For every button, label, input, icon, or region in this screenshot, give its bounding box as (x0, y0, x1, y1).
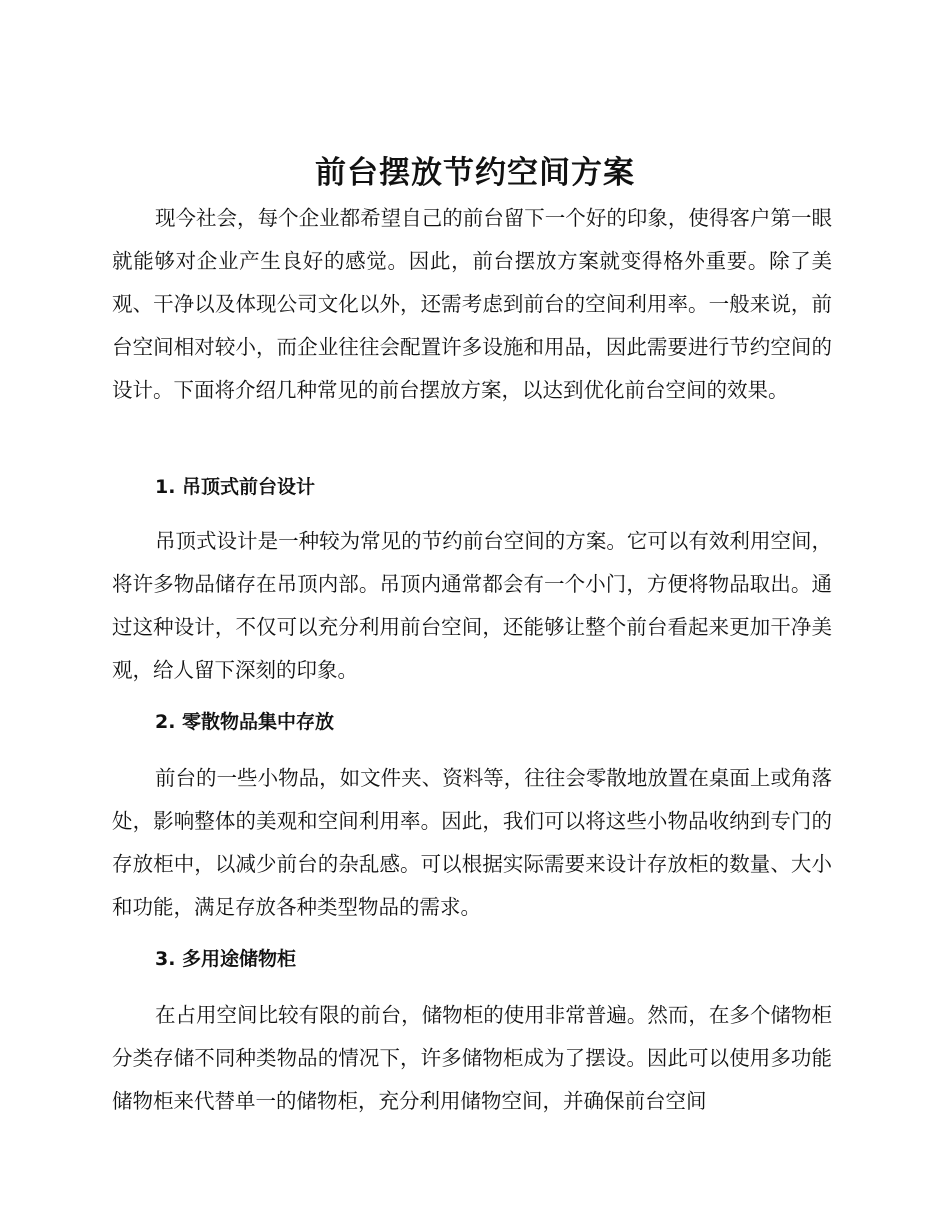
document-title: 前台摆放节约空间方案 (315, 155, 635, 191)
section-heading-2: 2. 零散物品集中存放 (155, 711, 335, 733)
section-paragraph-1: 吊顶式设计是一种较为常见的节约前台空间的方案。它可以有效利用空间，将许多物品储存在吊顶内部。吊顶内通常都会有一个小门，方便将物品取出。通过这种设计，不仅可以充分利用前台空间，还能够让整个前台看起来更加干净美观，给人留下深刻的印象。 (112, 529, 832, 682)
section-paragraph-2: 前台的一些小物品，如文件夹、资料等，往往会零散地放置在桌面上或角落处，影响整体的美观和空间利用率。因此，我们可以将这些小物品收纳到专门的存放柜中，以减少前台的杂乱感。可以根据实际需要来设计存放柜的数量、大小和功能，满足存放各种类型物品的需求。 (112, 766, 832, 919)
section-paragraph-3: 在占用空间比较有限的前台，储物柜的使用非常普遍。然而，在多个储物柜分类存储不同种类物品的情况下，许多储物柜成为了摆设。因此可以使用多功能储物柜来代替单一的储物柜，充分利用储物空间，并确保前台空间 (112, 1003, 832, 1113)
intro-paragraph: 现今社会，每个企业都希望自己的前台留下一个好的印象，使得客户第一眼就能够对企业产生良好的感觉。因此，前台摆放方案就变得格外重要。除了美观、干净以及体现公司文化以外，还需考虑到前台的空间利用率。一般来说，前台空间相对较小，而企业往往会配置许多设施和用品，因此需要进行节约空间的设计。下面将介绍几种常见的前台摆放方案，以达到优化前台空间的效果。 (112, 206, 832, 402)
section-heading-1: 1. 吊顶式前台设计 (155, 476, 316, 498)
section-heading-3: 3. 多用途储物柜 (155, 948, 297, 970)
